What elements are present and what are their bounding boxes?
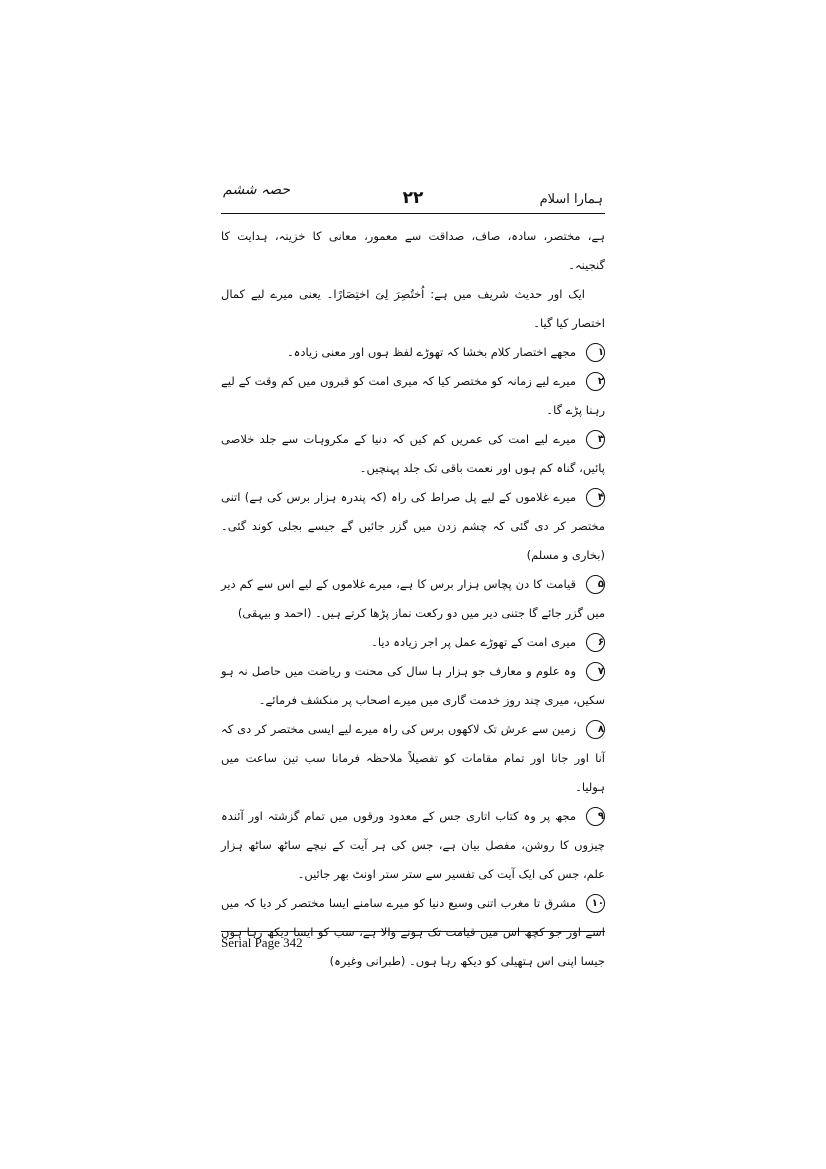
list-item-10	[221, 889, 605, 976]
serial-page-label: Serial Page 342	[221, 935, 303, 950]
list-item-2	[221, 367, 605, 425]
list-item-5	[221, 570, 605, 628]
footer-divider	[221, 931, 605, 932]
section-label: حصہ ششم	[223, 182, 290, 198]
intro-line-2: ایک اور حدیث شریف میں ہے: اُختُصِرَ لِیَ اختِصَارًا۔ یعنی میرے لیے کمال اختصار کیا گیا۔	[221, 287, 605, 330]
item-number-circle: ۳	[586, 430, 605, 449]
item-number-circle: ۱۰	[586, 894, 605, 913]
list-item-1	[221, 338, 605, 367]
item-text: وہ علوم و معارف جو ہزار ہا سال کی محنت و ریاضت میں حاصل نہ ہو سکیں، میری چند روز خدمت گاری میں میرے اصحاب پر منکشف فرمائے۔	[221, 664, 605, 707]
item-text: مجھے اختصار کلام بخشا کہ تھوڑے لفظ ہوں اور معنی زیادہ۔	[286, 345, 576, 359]
book-page	[221, 180, 605, 968]
item-number-circle: ۶	[586, 633, 605, 652]
page-number: ۲۲	[402, 188, 424, 208]
list-item-3	[221, 425, 605, 483]
item-number-circle: ۲	[586, 372, 605, 391]
page-body	[221, 222, 605, 976]
item-text: میرے لیے زمانہ کو مختصر کیا کہ میری امت کو قبروں میں کم وقت کے لیے رہنا پڑے گا۔	[221, 374, 605, 417]
item-number-circle: ۹	[586, 807, 605, 826]
page-header	[221, 180, 605, 220]
item-number-circle: ۱	[586, 343, 605, 362]
book-title: ہمارا اسلام	[539, 192, 603, 207]
item-text: مشرق تا مغرب اتنی وسیع دنیا کو میرے سامنے ایسا مختصر کر دیا کہ میں اسے اور جو کچھ اس میں قیامت تک ہونے والا ہے، سب کو ایسا دیکھ رہا ہوں جیسا اپنی اس ہتھیلی کو دیکھ رہا ہوں۔ (طبرانی وغیرہ)	[221, 896, 605, 968]
item-text: میری امت کے تھوڑے عمل پر اجر زیادہ دیا۔	[371, 635, 576, 649]
list-item-7	[221, 657, 605, 715]
item-text: مجھ پر وہ کتاب اتاری جس کے معدود ورقوں میں تمام گزشتہ اور آئندہ چیزوں کا روشن، مفصل بیان ہے، جس کی ہر آیت کے نیچے ساٹھ ساٹھ ہزار علم، جس کی ایک آیت کی تفسیر سے ستر ستر اونٹ بھر جائیں۔	[221, 809, 605, 881]
item-text: قیامت کا دن پچاس ہزار برس کا ہے، میرے غلاموں کے لیے اس سے کم دیر میں گزر جائے گا جتنی دیر میں دو رکعت نماز پڑھا کرتے ہیں۔ (احمد و بیہقی)	[221, 577, 605, 620]
list-item-6	[221, 628, 605, 657]
item-number-circle: ۷	[586, 662, 605, 681]
item-text: زمین سے عرش تک لاکھوں برس کی راہ میرے لیے ایسی مختصر کر دی کہ آنا اور جانا اور تمام مقامات کو تفصیلاً ملاحظہ فرمانا سب تین ساعت میں ہولیا۔	[221, 722, 605, 794]
item-number-circle: ۵	[586, 575, 605, 594]
intro-line-1: ہے، مختصر، سادہ، صاف، صداقت سے معمور، معانی کا خزینہ، ہدایت کا گنجینہ۔	[221, 229, 605, 272]
header-divider	[221, 213, 605, 214]
list-item-9	[221, 802, 605, 889]
item-number-circle: ۸	[586, 720, 605, 739]
item-text: میرے لیے امت کی عمریں کم کیں کہ دنیا کے مکروہات سے جلد خلاصی پائیں، گناہ کم ہوں اور نعمت باقی تک جلد پہنچیں۔	[221, 432, 605, 475]
list-item-4	[221, 483, 605, 570]
item-text: میرے غلاموں کے لیے پل صراط کی راہ (کہ پندرہ ہزار برس کی ہے) اتنی مختصر کر دی گئی کہ چشم زدن میں گزر جائیں گے جیسے بجلی کوند گئی۔ (بخاری و مسلم)	[221, 490, 605, 562]
list-item-8	[221, 715, 605, 802]
item-number-circle: ۴	[586, 488, 605, 507]
